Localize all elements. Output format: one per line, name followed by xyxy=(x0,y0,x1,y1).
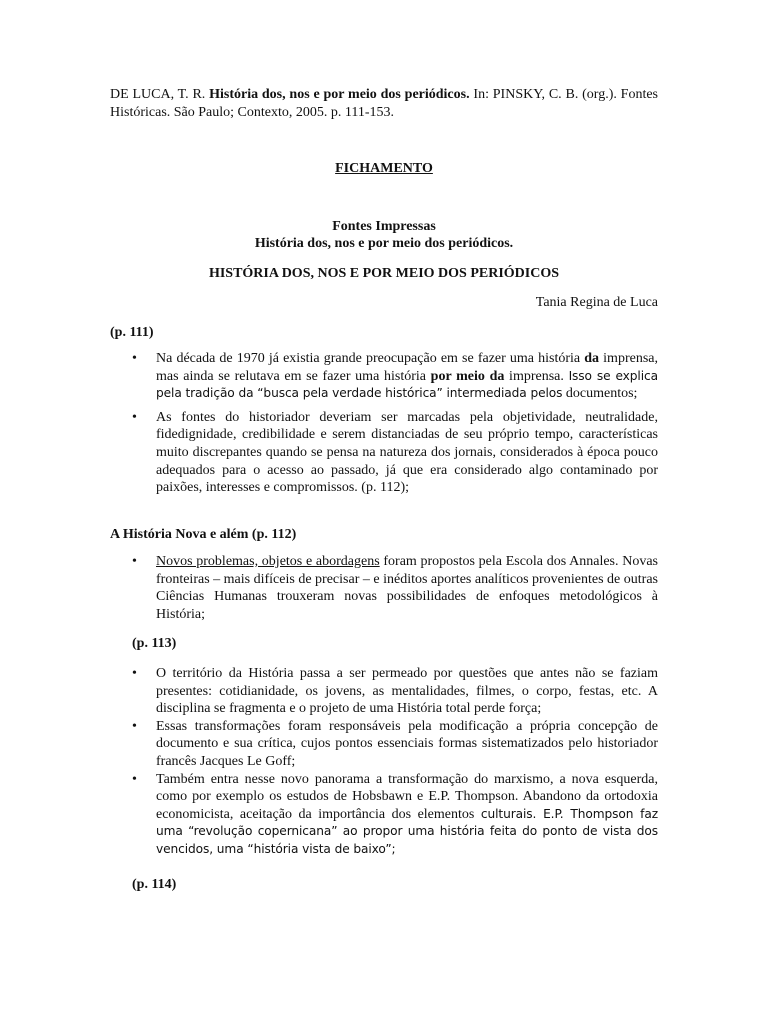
section-label-p113: (p. 113) xyxy=(132,636,177,651)
article-author: Tania Regina de Luca xyxy=(535,295,658,310)
bibliographic-reference xyxy=(110,86,658,121)
list-item: • As fontes do historiador deveriam ser marcadas pela objetividade, neutralidade, fidedignidade, credibilidade e serem distanciadas de seu próprio tempo, características muito discrepantes quando se pensa na natureza dos jornais, considerados à época pouco adequados para o acesso ao passado, já que era considerado algo contaminado por paixões, interesses e compromissos. (p. 112); xyxy=(110,409,658,497)
section-label-historia-nova: A História Nova e além (p. 112) xyxy=(110,527,297,542)
list-item: • O território da História passa a ser permeado por questões que antes não se faziam presentes: cotidianidade, os jovens, as mentalidades, filmes, o corpo, festas, etc. A disciplina se fragmenta e o projeto de uma História total perde força; xyxy=(110,665,658,718)
section-label-p111: (p. 111) xyxy=(110,325,154,340)
page-heading: FICHAMENTO xyxy=(335,161,433,176)
reference-author: DE LUCA, T. R. xyxy=(110,87,210,102)
list-item: • Na década de 1970 já existia grande preocupação em se fazer uma história da imprensa, mas ainda se relutava em se fazer uma história por meio da imprensa. Isso se explica pela tradição da “busca pela verdade histórica” intermediada pelos documentos; xyxy=(110,350,658,403)
section-historia-nova-list xyxy=(110,553,658,623)
article-title: HISTÓRIA DOS, NOS E POR MEIO DOS PERIÓDICOS xyxy=(208,266,560,281)
section-p111-list xyxy=(110,350,658,497)
subheading-sources: Fontes Impressas xyxy=(332,219,436,234)
reference-details: In: PINSKY, C. B. (org.). Fontes Históricas. São Paulo; Contexto, 2005. p. 111-153. xyxy=(110,87,658,120)
section-label-p114: (p. 114) xyxy=(132,877,177,892)
list-item: • Também entra nesse novo panorama a transformação do marxismo, a nova esquerda, como por exemplo os estudos de Hobsbawn e E.P. Thompson. Abandono da ortodoxia economicista, aceitação da importância dos elementos culturais. E.P. Thompson faz uma “revolução copernicana” ao propor uma história feita do ponto de vista dos vencidos, uma “história vista de baixo”; xyxy=(110,771,658,859)
list-item: • Essas transformações foram responsáveis pela modificação a própria concepção de documento e sua crítica, cujos pontos essenciais formas sistematizados pelo historiador francês Jacques Le Goff; xyxy=(110,718,658,771)
reference-title: História dos, nos e por meio dos periódicos. xyxy=(209,87,470,102)
list-item: • Novos problemas, objetos e abordagens foram propostos pela Escola dos Annales. Novas fronteiras – mais difíceis de precisar – e inéditos aportes analíticos provenientes de outras Ciências Humanas trouxeram novas possibilidades de enfoques metodológicos à História; xyxy=(110,553,658,623)
section-p113-list xyxy=(110,665,658,859)
subheading-title: História dos, nos e por meio dos periódicos. xyxy=(254,236,514,251)
